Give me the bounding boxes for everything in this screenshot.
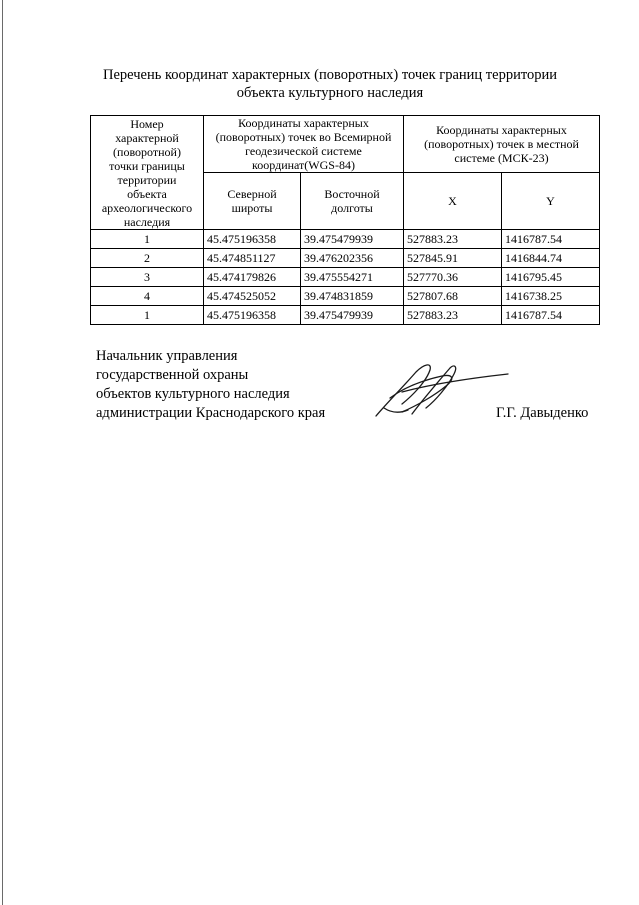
cell-latitude: 45.475196358: [204, 230, 301, 249]
cell-x: 527845.91: [404, 249, 502, 268]
table-row: [91, 268, 600, 287]
cell-x: 527883.23: [404, 230, 502, 249]
table-row: [91, 287, 600, 306]
header-line: объекта: [127, 186, 167, 201]
header-line: территории: [117, 172, 177, 187]
header-line: наследия: [123, 214, 171, 229]
header-msk23-group: [404, 116, 600, 173]
table-row: [91, 306, 600, 325]
cell-point-number: 4: [91, 287, 204, 306]
header-line: характерной: [115, 130, 179, 145]
header-line: Восточной: [324, 187, 380, 201]
header-line: Северной: [227, 187, 277, 201]
header-line: (поворотных) точек в местной: [424, 137, 579, 151]
header-latitude: [204, 173, 301, 230]
cell-x: 527883.23: [404, 306, 502, 325]
header-line: системе (МСК-23): [454, 151, 549, 165]
cell-point-number: 2: [91, 249, 204, 268]
signatory-position: [96, 347, 325, 423]
cell-latitude: 45.474525052: [204, 287, 301, 306]
cell-x: 527770.36: [404, 268, 502, 287]
table-row: [91, 249, 600, 268]
header-line: (поворотной): [113, 144, 181, 159]
position-line: Начальник управления: [96, 348, 238, 364]
cell-point-number: 1: [91, 230, 204, 249]
cell-x: 527807.68: [404, 287, 502, 306]
table-header-row: [91, 116, 600, 173]
cell-longitude: 39.475479939: [301, 230, 404, 249]
header-line: геодезической системе: [245, 144, 362, 158]
header-line: широты: [231, 201, 273, 215]
cell-y: 1416787.54: [502, 230, 600, 249]
table-row: [91, 230, 600, 249]
header-line: Номер: [130, 116, 164, 131]
header-x: X: [404, 173, 502, 230]
cell-longitude: 39.474831859: [301, 287, 404, 306]
header-point-number: [91, 116, 204, 230]
position-line: администрации Краснодарского края: [96, 405, 326, 421]
header-line: Координаты характерных: [436, 123, 567, 137]
cell-longitude: 39.476202356: [301, 249, 404, 268]
document-title: [60, 66, 600, 102]
position-line: объектов культурного наследия: [96, 386, 290, 402]
cell-latitude: 45.474851127: [204, 249, 301, 268]
cell-y: 1416787.54: [502, 306, 600, 325]
cell-y: 1416795.45: [502, 268, 600, 287]
header-line: Координаты характерных: [238, 116, 369, 130]
header-wgs84-group: [204, 116, 404, 173]
signatory-name: Г.Г. Давыденко: [496, 405, 589, 421]
handwritten-signature-icon: [372, 358, 512, 420]
header-line: долготы: [331, 201, 373, 215]
cell-latitude: 45.474179826: [204, 268, 301, 287]
cell-point-number: 3: [91, 268, 204, 287]
header-line: точки границы: [109, 158, 185, 173]
cell-point-number: 1: [91, 306, 204, 325]
scan-edge-line: [2, 0, 3, 905]
header-line: археологического: [101, 200, 193, 215]
header-line: (поворотных) точек во Всемирной: [215, 130, 392, 144]
position-line: государственной охраны: [96, 367, 249, 383]
title-line-1: Перечень координат характерных (поворотных) точек границ территории: [102, 67, 558, 83]
cell-y: 1416844.74: [502, 249, 600, 268]
cell-y: 1416738.25: [502, 287, 600, 306]
header-y: Y: [502, 173, 600, 230]
coordinates-table: [90, 115, 600, 325]
cell-longitude: 39.475554271: [301, 268, 404, 287]
cell-longitude: 39.475479939: [301, 306, 404, 325]
header-line: координат(WGS-84): [252, 158, 355, 172]
title-line-2: объекта культурного наследия: [236, 85, 424, 101]
header-longitude: [301, 173, 404, 230]
cell-latitude: 45.475196358: [204, 306, 301, 325]
